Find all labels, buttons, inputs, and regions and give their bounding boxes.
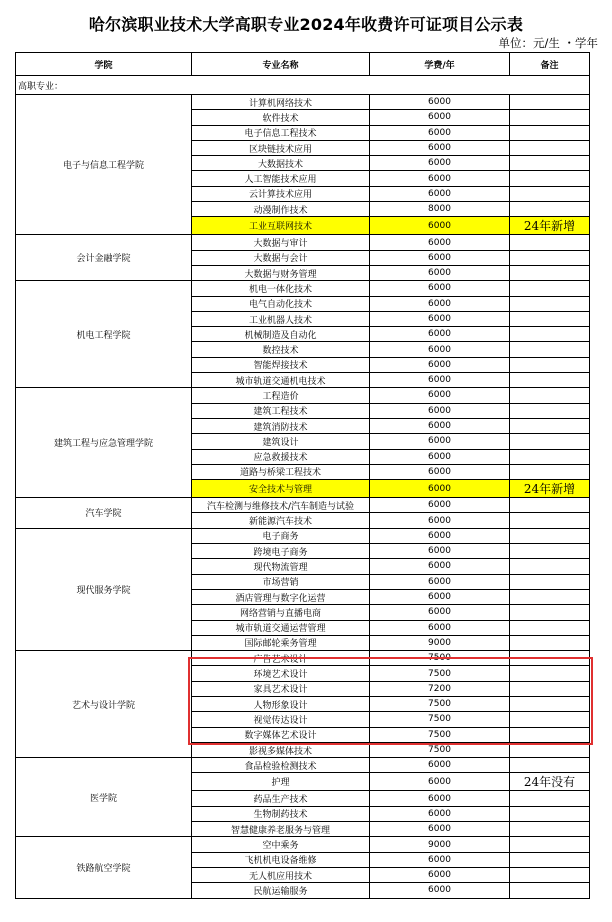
fee-cell: 6000 xyxy=(370,235,510,250)
note-cell: 24年新增 xyxy=(510,480,590,498)
fee-cell: 7500 xyxy=(370,651,510,666)
major-cell: 空中乘务 xyxy=(192,837,370,852)
major-cell: 大数据与会计 xyxy=(192,250,370,265)
note-cell xyxy=(510,434,590,449)
major-cell: 机电一体化技术 xyxy=(192,281,370,296)
table-header-row xyxy=(16,53,590,76)
fee-cell: 7500 xyxy=(370,666,510,681)
fee-cell: 9000 xyxy=(370,635,510,650)
note-cell xyxy=(510,651,590,666)
note-cell xyxy=(510,605,590,620)
note-cell xyxy=(510,373,590,388)
major-cell: 数字媒体艺术设计 xyxy=(192,727,370,742)
fee-cell: 6000 xyxy=(370,822,510,837)
page-title: 哈尔滨职业技术大学高职专业2024年收费许可证项目公示表 xyxy=(88,15,524,34)
fee-cell: 6000 xyxy=(370,852,510,867)
fee-cell: 6000 xyxy=(370,806,510,821)
header-note: 备注 xyxy=(510,53,590,76)
note-cell xyxy=(510,883,590,898)
major-cell: 民航运输服务 xyxy=(192,883,370,898)
fee-cell: 6000 xyxy=(370,883,510,898)
major-cell: 环境艺术设计 xyxy=(192,666,370,681)
college-cell: 现代服务学院 xyxy=(16,528,192,650)
note-cell xyxy=(510,140,590,155)
major-cell: 道路与桥梁工程技术 xyxy=(192,464,370,479)
note-cell xyxy=(510,574,590,589)
fee-cell: 6000 xyxy=(370,311,510,326)
note-cell xyxy=(510,95,590,110)
note-cell xyxy=(510,342,590,357)
note-cell xyxy=(510,666,590,681)
header-major: 专业名称 xyxy=(192,53,370,76)
major-cell: 酒店管理与数字化运营 xyxy=(192,589,370,604)
fee-cell: 6000 xyxy=(370,357,510,372)
major-cell: 药品生产技术 xyxy=(192,791,370,806)
fee-cell: 6000 xyxy=(370,589,510,604)
note-cell xyxy=(510,806,590,821)
note-cell xyxy=(510,235,590,250)
major-cell: 区块链技术应用 xyxy=(192,140,370,155)
major-cell: 无人机应用技术 xyxy=(192,867,370,882)
fee-cell: 6000 xyxy=(370,513,510,528)
fee-cell: 6000 xyxy=(370,403,510,418)
note-cell xyxy=(510,727,590,742)
major-cell: 人工智能技术应用 xyxy=(192,171,370,186)
section-row xyxy=(16,76,590,95)
fee-cell: 6000 xyxy=(370,171,510,186)
note-cell xyxy=(510,357,590,372)
header-fee: 学费/年 xyxy=(370,53,510,76)
fee-cell: 6000 xyxy=(370,265,510,280)
note-cell xyxy=(510,867,590,882)
fee-cell: 6000 xyxy=(370,296,510,311)
note-cell xyxy=(510,296,590,311)
college-cell: 会计金融学院 xyxy=(16,235,192,281)
fee-cell: 6000 xyxy=(370,464,510,479)
fee-cell: 9000 xyxy=(370,837,510,852)
table-row xyxy=(16,528,590,543)
major-cell: 机械制造及自动化 xyxy=(192,327,370,342)
fee-cell: 6000 xyxy=(370,480,510,498)
fee-cell: 6000 xyxy=(370,418,510,433)
fee-cell: 6000 xyxy=(370,186,510,201)
note-cell xyxy=(510,742,590,757)
fee-cell: 6000 xyxy=(370,574,510,589)
note-cell xyxy=(510,712,590,727)
note-cell xyxy=(510,498,590,513)
note-cell xyxy=(510,837,590,852)
major-cell: 家具艺术设计 xyxy=(192,681,370,696)
fee-cell: 6000 xyxy=(370,342,510,357)
note-cell xyxy=(510,202,590,217)
major-cell: 建筑消防技术 xyxy=(192,418,370,433)
major-cell: 飞机机电设备维修 xyxy=(192,852,370,867)
fee-cell: 6000 xyxy=(370,528,510,543)
fee-cell: 6000 xyxy=(370,605,510,620)
unit-label: 单位：元/生 ・学年 xyxy=(498,36,598,50)
note-cell xyxy=(510,559,590,574)
fee-cell: 6000 xyxy=(370,281,510,296)
fee-table xyxy=(15,52,590,899)
note-cell xyxy=(510,388,590,403)
note-cell xyxy=(510,311,590,326)
major-cell: 人物形象设计 xyxy=(192,696,370,711)
section-label: 高职专业： xyxy=(16,76,590,95)
note-cell xyxy=(510,281,590,296)
major-cell: 数控技术 xyxy=(192,342,370,357)
table-row xyxy=(16,651,590,666)
note-cell xyxy=(510,171,590,186)
fee-cell: 6000 xyxy=(370,95,510,110)
fee-cell: 6000 xyxy=(370,327,510,342)
fee-cell: 6000 xyxy=(370,620,510,635)
note-cell xyxy=(510,250,590,265)
fee-cell: 6000 xyxy=(370,498,510,513)
major-cell: 工程造价 xyxy=(192,388,370,403)
fee-cell: 6000 xyxy=(370,373,510,388)
major-cell: 跨境电子商务 xyxy=(192,544,370,559)
table-row xyxy=(16,837,590,852)
note-cell xyxy=(510,418,590,433)
table-row xyxy=(16,498,590,513)
note-cell xyxy=(510,758,590,773)
note-cell xyxy=(510,110,590,125)
fee-cell: 6000 xyxy=(370,434,510,449)
note-cell xyxy=(510,681,590,696)
table-row xyxy=(16,758,590,773)
fee-cell: 6000 xyxy=(370,250,510,265)
major-cell: 工业机器人技术 xyxy=(192,311,370,326)
major-cell: 安全技术与管理 xyxy=(192,480,370,498)
major-cell: 国际邮轮乘务管理 xyxy=(192,635,370,650)
major-cell: 电子信息工程技术 xyxy=(192,125,370,140)
major-cell: 建筑工程技术 xyxy=(192,403,370,418)
fee-cell: 7500 xyxy=(370,727,510,742)
major-cell: 市场营销 xyxy=(192,574,370,589)
note-cell xyxy=(510,464,590,479)
fee-cell: 7200 xyxy=(370,681,510,696)
note-cell xyxy=(510,327,590,342)
major-cell: 大数据与财务管理 xyxy=(192,265,370,280)
note-cell xyxy=(510,822,590,837)
major-cell: 城市轨道交通机电技术 xyxy=(192,373,370,388)
major-cell: 计算机网络技术 xyxy=(192,95,370,110)
note-cell xyxy=(510,265,590,280)
fee-cell: 8000 xyxy=(370,202,510,217)
fee-cell: 6000 xyxy=(370,867,510,882)
major-cell: 建筑设计 xyxy=(192,434,370,449)
fee-cell: 6000 xyxy=(370,140,510,155)
table-row xyxy=(16,235,590,250)
fee-cell: 6000 xyxy=(370,388,510,403)
major-cell: 智慧健康养老服务与管理 xyxy=(192,822,370,837)
college-cell: 机电工程学院 xyxy=(16,281,192,388)
note-cell xyxy=(510,635,590,650)
fee-cell: 6000 xyxy=(370,217,510,235)
note-cell xyxy=(510,186,590,201)
table-row xyxy=(16,95,590,110)
note-cell xyxy=(510,589,590,604)
major-cell: 食品检验检测技术 xyxy=(192,758,370,773)
fee-cell: 7500 xyxy=(370,742,510,757)
major-cell: 汽车检测与维修技术/汽车制造与试验 xyxy=(192,498,370,513)
note-cell xyxy=(510,791,590,806)
major-cell: 软件技术 xyxy=(192,110,370,125)
header-college: 学院 xyxy=(16,53,192,76)
note-cell xyxy=(510,513,590,528)
fee-cell: 7500 xyxy=(370,712,510,727)
major-cell: 电气自动化技术 xyxy=(192,296,370,311)
fee-cell: 6000 xyxy=(370,156,510,171)
major-cell: 应急救援技术 xyxy=(192,449,370,464)
college-cell: 医学院 xyxy=(16,758,192,837)
note-cell: 24年没有 xyxy=(510,773,590,791)
major-cell: 网络营销与直播电商 xyxy=(192,605,370,620)
fee-cell: 6000 xyxy=(370,110,510,125)
major-cell: 护理 xyxy=(192,773,370,791)
college-cell: 建筑工程与应急管理学院 xyxy=(16,388,192,498)
major-cell: 云计算技术应用 xyxy=(192,186,370,201)
major-cell: 生物制药技术 xyxy=(192,806,370,821)
note-cell xyxy=(510,544,590,559)
major-cell: 智能焊接技术 xyxy=(192,357,370,372)
note-cell xyxy=(510,528,590,543)
fee-cell: 7500 xyxy=(370,696,510,711)
note-cell xyxy=(510,852,590,867)
major-cell: 新能源汽车技术 xyxy=(192,513,370,528)
fee-cell: 6000 xyxy=(370,125,510,140)
note-cell xyxy=(510,449,590,464)
fee-cell: 6000 xyxy=(370,791,510,806)
fee-cell: 6000 xyxy=(370,449,510,464)
college-cell: 电子与信息工程学院 xyxy=(16,95,192,235)
major-cell: 影视多媒体技术 xyxy=(192,742,370,757)
table-row xyxy=(16,388,590,403)
college-cell: 铁路航空学院 xyxy=(16,837,192,898)
note-cell: 24年新增 xyxy=(510,217,590,235)
table-row xyxy=(16,281,590,296)
fee-cell: 6000 xyxy=(370,559,510,574)
note-cell xyxy=(510,620,590,635)
major-cell: 大数据技术 xyxy=(192,156,370,171)
major-cell: 工业互联网技术 xyxy=(192,217,370,235)
major-cell: 城市轨道交通运营管理 xyxy=(192,620,370,635)
note-cell xyxy=(510,125,590,140)
college-cell: 艺术与设计学院 xyxy=(16,651,192,758)
major-cell: 广告艺术设计 xyxy=(192,651,370,666)
major-cell: 电子商务 xyxy=(192,528,370,543)
note-cell xyxy=(510,696,590,711)
major-cell: 视觉传达设计 xyxy=(192,712,370,727)
major-cell: 动漫制作技术 xyxy=(192,202,370,217)
college-cell: 汽车学院 xyxy=(16,498,192,529)
note-cell xyxy=(510,156,590,171)
fee-cell: 6000 xyxy=(370,758,510,773)
note-cell xyxy=(510,403,590,418)
fee-cell: 6000 xyxy=(370,773,510,791)
major-cell: 大数据与审计 xyxy=(192,235,370,250)
major-cell: 现代物流管理 xyxy=(192,559,370,574)
fee-cell: 6000 xyxy=(370,544,510,559)
